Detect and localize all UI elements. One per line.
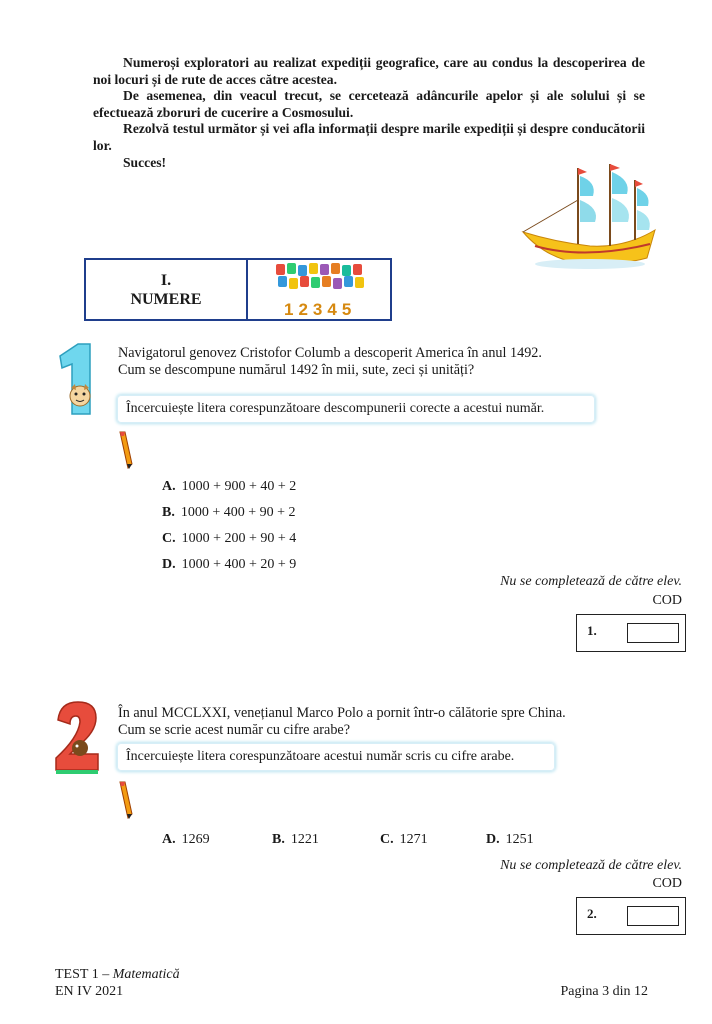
question-1-line: Navigatorul genovez Cristofor Columb a descoperit America în anul 1492. bbox=[118, 345, 542, 361]
section-header bbox=[84, 258, 392, 321]
question-2-line: Cum se scrie acest număr cu cifre arabe? bbox=[118, 722, 351, 738]
footer-test-info bbox=[55, 966, 180, 1000]
option-a[interactable] bbox=[162, 478, 296, 495]
option-c[interactable] bbox=[162, 530, 296, 547]
option-d[interactable] bbox=[162, 556, 296, 573]
option-text: 1221 bbox=[290, 832, 319, 847]
cod-item-label: 1. bbox=[587, 623, 597, 638]
intro-paragraph: Succes! bbox=[123, 154, 167, 170]
section-roman: I. bbox=[160, 271, 172, 289]
question-2-instruction: Încercuiește litera corespunzătoare acestui număr scris cu cifre arabe. bbox=[117, 743, 555, 771]
intro-paragraph: Numeroși exploratori au realizat expediții geografice, care au condus la descoperirea de noi locuri și de rute de acces către acestea. bbox=[93, 55, 645, 87]
cod-box-1 bbox=[576, 614, 686, 652]
option-text: 1000 + 900 + 40 + 2 bbox=[181, 479, 297, 494]
teacher-note: Nu se completează de către elev. bbox=[500, 574, 682, 589]
cod-label: COD bbox=[652, 593, 682, 608]
svg-text:12345: 12345 bbox=[284, 300, 357, 318]
teacher-note: Nu se completează de către elev. bbox=[500, 858, 682, 873]
option-text: 1000 + 400 + 20 + 9 bbox=[181, 557, 297, 572]
option-letter: B. bbox=[162, 505, 175, 520]
section-title-cell bbox=[86, 260, 248, 319]
option-text: 1000 + 200 + 90 + 4 bbox=[181, 531, 297, 546]
option-text: 1269 bbox=[181, 832, 210, 847]
intro-paragraph: Rezolvă testul următor și vei afla informații despre marile expediții și despre conducătorii lor. bbox=[93, 121, 645, 153]
option-letter: D. bbox=[162, 557, 176, 572]
option-a[interactable] bbox=[162, 831, 210, 848]
sailing-ship-illustration bbox=[515, 160, 665, 275]
footer-test-label: TEST 1 – bbox=[55, 967, 113, 982]
footer-exam: EN IV 2021 bbox=[55, 984, 124, 999]
intro-text bbox=[93, 55, 645, 171]
option-b[interactable] bbox=[162, 504, 296, 521]
pencil-icon bbox=[116, 430, 136, 470]
option-c[interactable] bbox=[380, 831, 428, 848]
option-letter: C. bbox=[380, 832, 394, 847]
intro-paragraph: De asemenea, din veacul trecut, se cercetează adâncurile apelor și ale solului și se efectuează zboruri de cucerire a Cosmosului. bbox=[93, 88, 645, 120]
question-1-number-icon bbox=[52, 342, 100, 416]
section-title: NUMERE bbox=[130, 290, 202, 308]
cod-input-field[interactable] bbox=[627, 906, 679, 926]
footer-test-line bbox=[55, 966, 180, 983]
footer-subject: Matematică bbox=[112, 967, 180, 982]
option-letter: D. bbox=[486, 832, 500, 847]
option-text: 1000 + 400 + 90 + 2 bbox=[180, 505, 296, 520]
cod-input-field[interactable] bbox=[627, 623, 679, 643]
question-2-line: În anul MCCLXXI, venețianul Marco Polo a pornit într-o călătorie spre China. bbox=[118, 705, 566, 721]
option-letter: C. bbox=[162, 531, 176, 546]
footer-page-number: Pagina 3 din 12 bbox=[560, 984, 648, 999]
option-letter: B. bbox=[272, 832, 285, 847]
option-text: 1251 bbox=[505, 832, 534, 847]
option-b[interactable] bbox=[272, 831, 319, 848]
section-image-cell bbox=[248, 260, 390, 319]
cod-box-2 bbox=[576, 897, 686, 935]
question-2-number-icon bbox=[52, 700, 106, 776]
question-1-instruction: Încercuiește litera corespunzătoare descompunerii corecte a acestui număr. bbox=[117, 395, 595, 423]
colorful-numbers-icon bbox=[274, 262, 370, 318]
option-letter: A. bbox=[162, 832, 176, 847]
option-letter: A. bbox=[162, 479, 176, 494]
question-1-line: Cum se descompune numărul 1492 în mii, sute, zeci și unități? bbox=[118, 362, 475, 378]
cod-item-label: 2. bbox=[587, 906, 597, 921]
option-d[interactable] bbox=[486, 831, 534, 848]
option-text: 1271 bbox=[399, 832, 428, 847]
cod-label: COD bbox=[652, 876, 682, 891]
pencil-icon bbox=[116, 780, 136, 820]
question-2-text bbox=[118, 705, 566, 739]
question-1-text bbox=[118, 345, 542, 379]
